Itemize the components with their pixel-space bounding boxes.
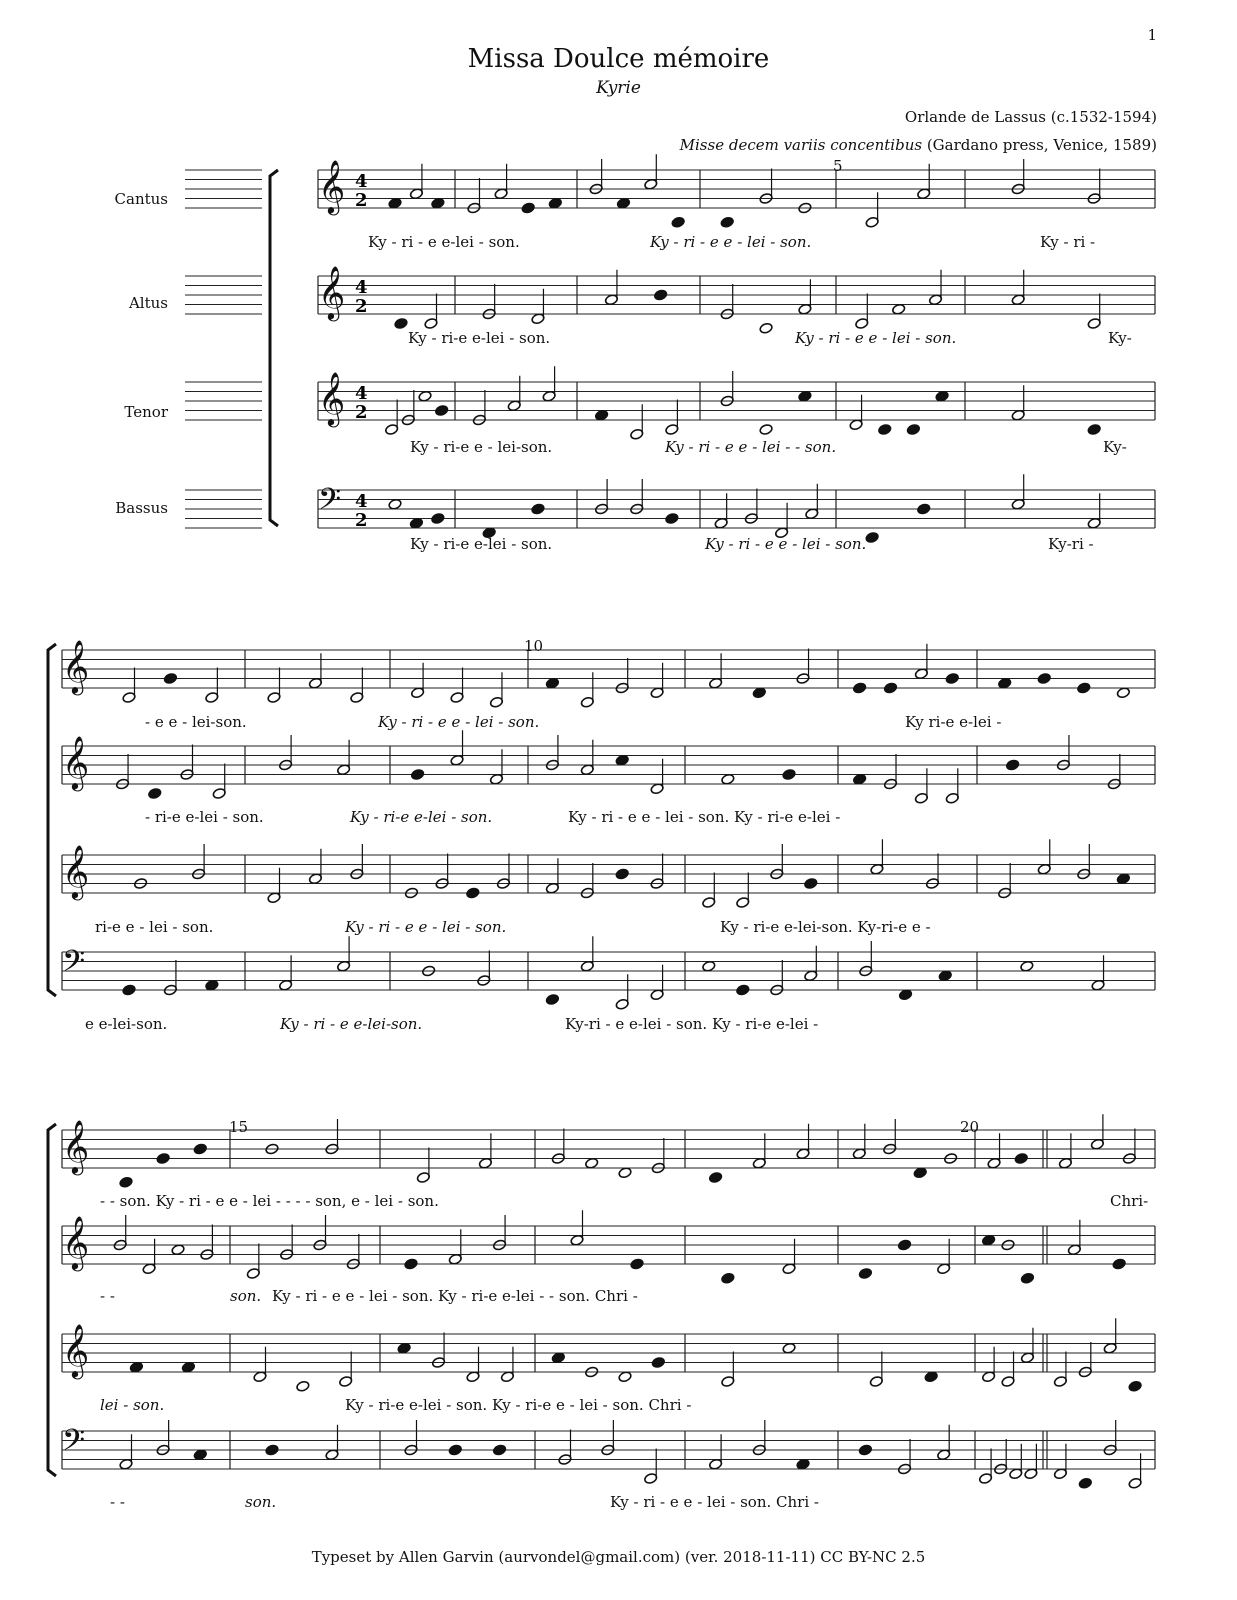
lyric-s2-bassus-a: e e-lei-son. (85, 1015, 168, 1033)
measure-number-15: 15 (229, 1118, 249, 1136)
note-head (296, 1380, 310, 1392)
movement-subtitle: Kyrie (596, 78, 641, 98)
lyric-s2-tenor-b: Ky - ri - e e - lei - son. (345, 918, 507, 936)
note-head (404, 1258, 418, 1270)
note-head (720, 216, 734, 228)
note-head (129, 1361, 143, 1373)
bass-clef-icon: 𝄢 (62, 1424, 86, 1465)
note-head (630, 1258, 644, 1270)
note-head (924, 1371, 938, 1383)
note-head (702, 960, 716, 972)
note-head (545, 677, 559, 689)
lyric-s1-altus-a: Ky - ri-e e-lei - son. (408, 329, 551, 347)
note-head (878, 424, 892, 436)
note-head (122, 984, 136, 996)
typesetter-footer: Typeset by Allen Garvin (aurvondel@gmail.com) (ver. 2018-11-11) CC BY-NC 2.5 (311, 1548, 926, 1566)
note-head (618, 1167, 632, 1179)
note-head (618, 1371, 632, 1383)
note-head (448, 1444, 462, 1456)
voice-name-tenor: Tenor (124, 403, 168, 421)
note-head (551, 1352, 565, 1364)
note-head (148, 788, 162, 800)
note-head (853, 682, 867, 694)
treble-clef-icon: 𝄞 (62, 1323, 90, 1377)
note-head (1014, 1153, 1028, 1165)
note-head (531, 503, 545, 515)
page-title: Missa Doulce mémoire (467, 44, 770, 74)
lyric-s3-altus-c: Ky - ri - e e - lei - son. Ky - ri-e e-lei - - son. Chri - (272, 1287, 638, 1305)
note-head (521, 202, 535, 214)
treble-clef-icon: 𝄞 (318, 159, 346, 213)
lyric-s1-cantus-a: Ky - ri - e e-lei - son. (368, 233, 520, 251)
lyric-s1-tenor-c: Ky- (1103, 438, 1127, 456)
lyric-s2-bassus-b: Ky - ri - e e-lei-son. (280, 1015, 423, 1033)
note-head (615, 868, 629, 880)
composer-credit: Orlande de Lassus (c.1532-1594) (904, 108, 1157, 126)
note-head (892, 303, 906, 315)
note-head (759, 322, 773, 334)
lyric-s3-cantus-a: - - son. Ky - ri - e e - lei - - - - son, e - lei - son. (100, 1192, 439, 1210)
note-head (616, 197, 630, 209)
lyric-s3-cantus-c: Chri- (1110, 1192, 1149, 1210)
note-head (1037, 673, 1051, 685)
note-head (897, 1239, 911, 1251)
treble-clef-icon: 𝄞 (62, 639, 90, 693)
lyric-s2-tenor-a: ri-e e - lei - son. (95, 918, 214, 936)
note-head (394, 318, 408, 330)
note-head (721, 1272, 735, 1284)
measure-number-20: 20 (960, 1118, 980, 1136)
measure-number-10: 10 (524, 637, 544, 655)
lyric-s2-bassus-c: Ky-ri - e e-lei - son. Ky - ri-e e-lei - (565, 1015, 819, 1033)
note-head (1087, 424, 1101, 436)
note-head (935, 390, 949, 402)
note-head (1112, 1258, 1126, 1270)
lyric-s1-cantus-b: Ky - ri - e e - lei - son. (650, 233, 812, 251)
lyric-s3-altus-b: son. (230, 1287, 262, 1305)
time-signature-bottom: 2 (355, 296, 368, 317)
note-head (938, 970, 952, 982)
system-bracket (48, 1124, 56, 1476)
note-head (466, 887, 480, 899)
lyric-s3-bassus-a: - - (110, 1493, 125, 1511)
note-head (409, 517, 423, 529)
note-head (388, 197, 402, 209)
note-head (411, 769, 425, 781)
note-head (181, 1361, 195, 1373)
note-head (265, 1444, 279, 1456)
note-head (721, 773, 735, 785)
treble-clef-icon: 𝄞 (62, 1119, 90, 1173)
source-title: Misse decem variis concentibus (679, 136, 923, 154)
lyric-s1-tenor-a: Ky - ri-e e - lei-son. (410, 438, 553, 456)
lyric-s2-cantus-a: - e e - lei-son. (145, 713, 247, 731)
treble-clef-icon: 𝄞 (318, 265, 346, 319)
note-head (709, 1172, 723, 1184)
note-head (906, 424, 920, 436)
time-signature-top: 4 (355, 491, 368, 512)
note-head (736, 984, 750, 996)
time-signature-top: 4 (355, 383, 368, 404)
note-head (917, 503, 931, 515)
voice-name-cantus: Cantus (114, 190, 168, 208)
page-number: 1 (1147, 26, 1157, 44)
note-head (171, 1244, 185, 1256)
system-bracket (270, 170, 278, 526)
note-head (752, 687, 766, 699)
note-head (865, 532, 879, 544)
lyric-s1-altus-b: Ky - ri - e e - lei - son. (795, 329, 957, 347)
note-head (615, 754, 629, 766)
note-head (858, 1444, 872, 1456)
lyric-s3-tenor-c: Ky - ri-e e-lei - son. Ky - ri-e e - lei - son. Chri - (345, 1396, 692, 1414)
note-head (798, 390, 812, 402)
lyric-s1-bassus-b: Ky - ri - e e - lei - son. (705, 535, 867, 553)
note-head (651, 1357, 665, 1369)
note-head (945, 673, 959, 685)
time-signature-top: 4 (355, 171, 368, 192)
note-head (796, 1458, 810, 1470)
note-head (853, 773, 867, 785)
note-head (119, 1176, 133, 1188)
note-head (665, 513, 679, 525)
lyric-s1-cantus-c: Ky - ri - (1040, 233, 1096, 251)
time-signature-bottom: 2 (355, 190, 368, 211)
note-head (1020, 960, 1034, 972)
note-head (205, 979, 219, 991)
lyric-s1-altus-c: Ky- (1108, 329, 1132, 347)
note-head (671, 216, 685, 228)
lyric-s2-cantus-b: Ky - ri - e e - lei - son. (378, 713, 540, 731)
treble-clef-icon: 𝄞 (62, 844, 90, 898)
lyric-s1-bassus-a: Ky - ri-e e-lei - son. (410, 535, 553, 553)
note-head (388, 498, 402, 510)
treble-clef-icon: 𝄞 (62, 735, 90, 789)
note-head (492, 1444, 506, 1456)
note-head (1078, 1477, 1092, 1489)
treble-clef-icon: 𝄞 (318, 371, 346, 425)
note-head (1006, 759, 1020, 771)
note-head (759, 424, 773, 436)
lyric-s3-altus-a: - - (100, 1287, 115, 1305)
note-head (1077, 682, 1091, 694)
note-head (163, 673, 177, 685)
bass-clef-icon: 𝄢 (62, 945, 86, 986)
lyric-s2-altus-b: Ky - ri-e e-lei - son. (350, 808, 493, 826)
bass-clef-icon: 𝄢 (318, 483, 342, 524)
note-head (898, 989, 912, 1001)
time-signature-bottom: 2 (355, 402, 368, 423)
note-head (913, 1167, 927, 1179)
note-head (545, 994, 559, 1006)
note-head (804, 878, 818, 890)
note-head (431, 197, 445, 209)
note-head (782, 1342, 796, 1354)
lyric-s3-tenor-b: lei - son. (100, 1396, 165, 1414)
note-head (883, 682, 897, 694)
note-head (431, 513, 445, 525)
note-head (1020, 1272, 1034, 1284)
note-head (998, 677, 1012, 689)
lyric-s2-cantus-c: Ky ri-e e-lei - (905, 713, 1002, 731)
lyric-s2-altus-a: - ri-e e-lei - son. (145, 808, 264, 826)
lyric-s1-tenor-b: Ky - ri - e e - lei - - son. (665, 438, 837, 456)
note-head (1116, 873, 1130, 885)
measure-number-5: 5 (833, 157, 843, 175)
lyric-s2-tenor-c: Ky - ri-e e-lei-son. Ky-ri-e e - (720, 918, 931, 936)
lyric-s2-altus-c: Ky - ri - e e - lei - son. Ky - ri-e e-lei - (568, 808, 841, 826)
note-head (585, 1157, 599, 1169)
note-head (782, 769, 796, 781)
system-bracket (48, 644, 56, 996)
lyric-s3-bassus-b: son. (245, 1493, 277, 1511)
note-head (548, 197, 562, 209)
note-head (193, 1449, 207, 1461)
time-signature-bottom: 2 (355, 510, 368, 531)
note-head (193, 1143, 207, 1155)
note-head (858, 1268, 872, 1280)
note-head (1116, 687, 1130, 699)
note-head (418, 390, 432, 402)
voice-name-bassus: Bassus (115, 499, 168, 517)
note-head (435, 405, 449, 417)
note-head (1128, 1380, 1142, 1392)
time-signature-top: 4 (355, 277, 368, 298)
treble-clef-icon: 𝄞 (62, 1215, 90, 1269)
note-head (982, 1234, 996, 1246)
voice-name-altus: Altus (128, 294, 168, 312)
note-head (654, 289, 668, 301)
lyric-s3-bassus-c: Ky - ri - e e - lei - son. Chri - (610, 1493, 819, 1511)
note-head (595, 409, 609, 421)
source-details: (Gardano press, Venice, 1589) (922, 136, 1157, 154)
note-head (156, 1153, 170, 1165)
note-head (397, 1342, 411, 1354)
lyric-s1-bassus-c: Ky-ri - (1048, 535, 1094, 553)
